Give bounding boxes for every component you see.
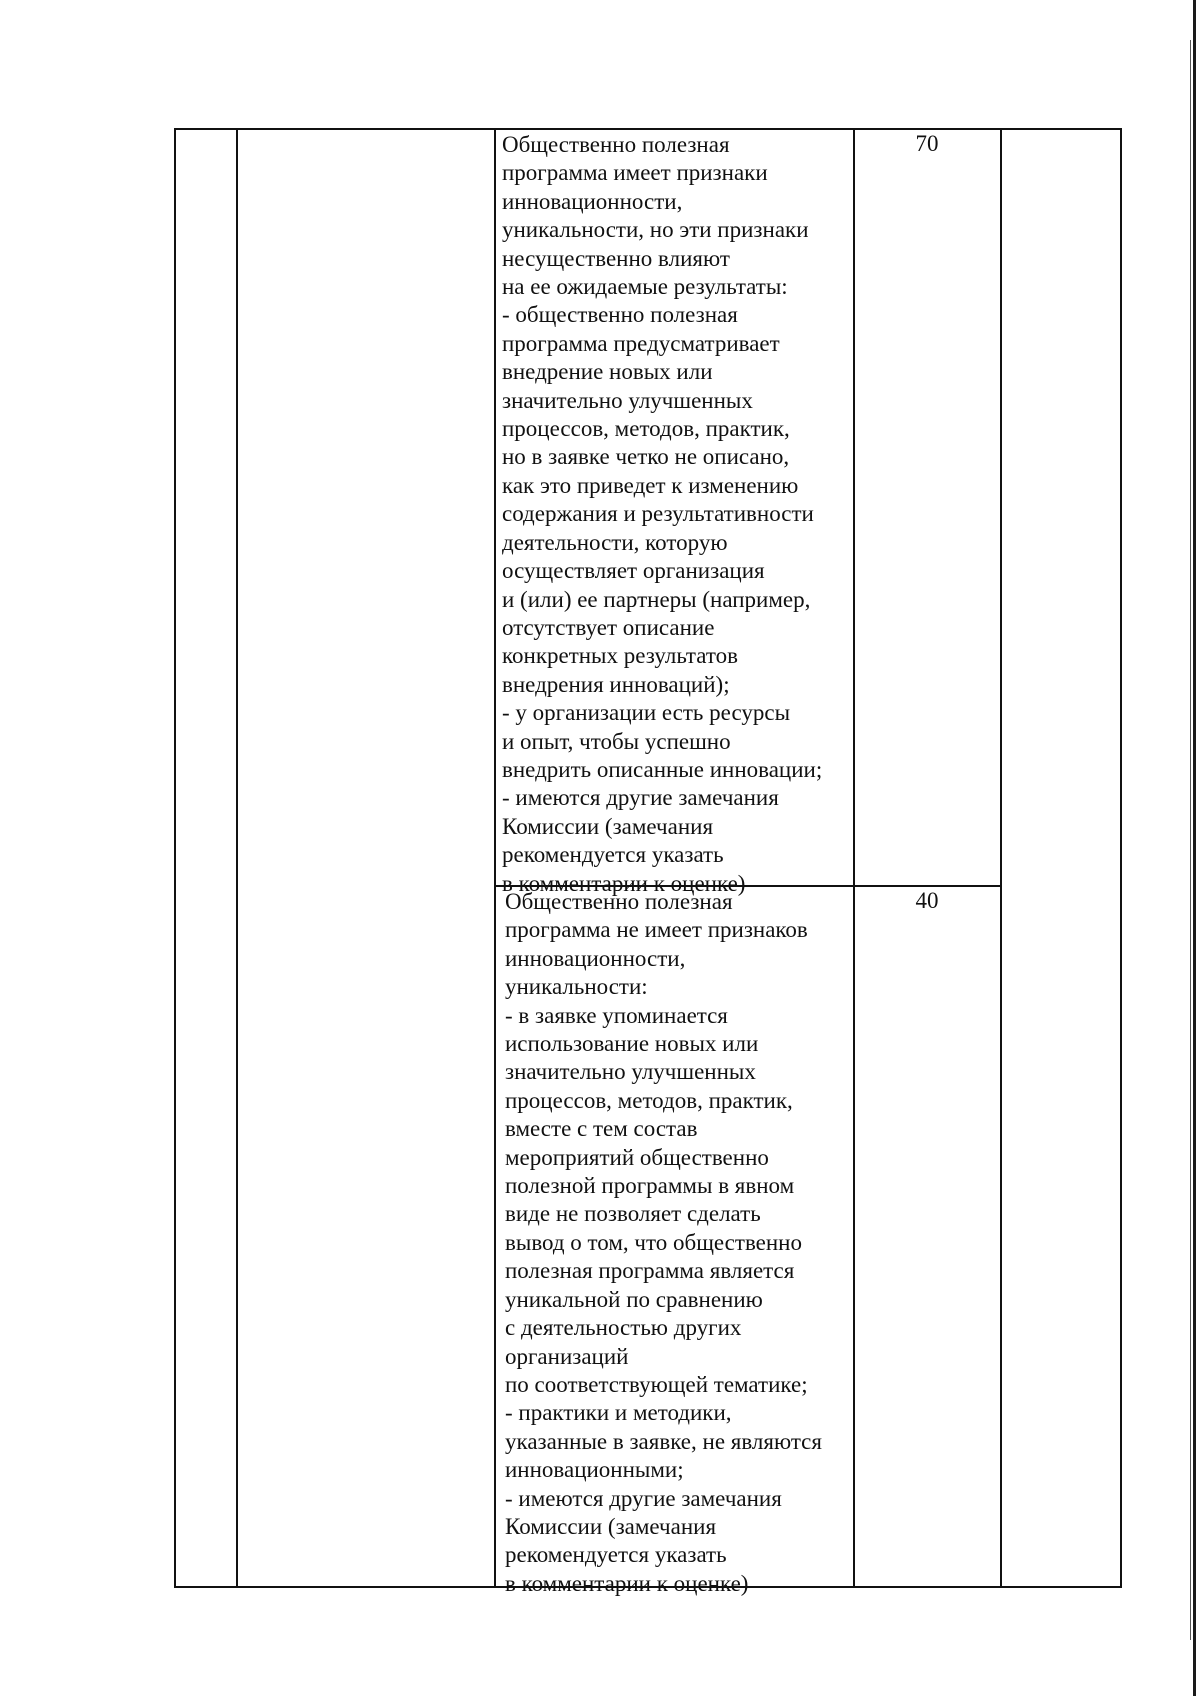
criterion-text-line: с деятельностью других	[505, 1315, 742, 1341]
criterion-text-line: осуществляет организация	[502, 558, 765, 584]
criterion-text-line: Общественно полезная	[502, 132, 730, 157]
criterion-text-line: программа предусматривает	[502, 330, 780, 356]
criterion-text-line: инновационными;	[505, 1457, 684, 1483]
criterion-text-line: Общественно полезная	[505, 889, 733, 914]
criterion-text-line: рекомендуется указать	[502, 842, 724, 868]
criterion-text-line: - практики и методики,	[505, 1400, 732, 1426]
criterion-text-line: на ее ожидаемые результаты:	[502, 274, 788, 300]
criterion-cell	[502, 131, 822, 898]
criterion-text-line: уникальности, но эти признаки	[502, 217, 809, 243]
score-cell: 40	[915, 888, 939, 913]
column-divider-4	[1000, 128, 1002, 1588]
criterion-text-line: Комиссии (замечания	[502, 813, 714, 839]
criterion-text-line: значительно улучшенных	[502, 387, 753, 413]
criterion-text-line: вместе с тем состав	[505, 1116, 698, 1142]
criterion-text-line: инновационности,	[502, 188, 683, 214]
criterion-text-line: значительно улучшенных	[505, 1059, 756, 1085]
criterion-text-line: виде не позволяет сделать	[505, 1201, 761, 1227]
criterion-text-line: внедрить описанные инновации;	[502, 756, 823, 782]
column-divider-2	[494, 128, 496, 1588]
column-divider-3	[853, 128, 855, 1588]
criterion-text-line: и (или) ее партнеры (например,	[502, 586, 811, 612]
criterion-text-line: несущественно влияют	[502, 245, 730, 271]
table-top-border	[174, 128, 1122, 130]
criterion-text-line: - общественно полезная	[502, 302, 738, 328]
criterion-text-line: вывод о том, что общественно	[505, 1229, 802, 1255]
criterion-text-line: инновационности,	[505, 945, 686, 971]
criterion-text-line: внедрения инноваций);	[502, 671, 730, 697]
criterion-text-line: указанные в заявке, не являются	[505, 1428, 822, 1454]
criterion-text-line: процессов, методов, практик,	[502, 416, 790, 442]
criterion-text-line: рекомендуется указать	[505, 1542, 727, 1568]
criterion-text-line: мероприятий общественно	[505, 1144, 769, 1170]
table-right-border	[1120, 128, 1122, 1588]
criterion-text-line: в комментарии к оценке)	[502, 870, 746, 896]
criterion-text-line: программа имеет признаки	[502, 160, 768, 186]
scan-edge-line-thin	[1190, 40, 1191, 1640]
criterion-text-line: как это приведет к изменению	[502, 472, 799, 498]
column-divider-1	[236, 128, 238, 1588]
criterion-text-line: по соответствующей тематике;	[505, 1371, 808, 1397]
criterion-text-line: отсутствует описание	[502, 614, 715, 640]
table-left-border	[174, 128, 176, 1588]
criterion-text-line: полезной программы в явном	[505, 1173, 795, 1199]
criterion-text-line: - в заявке упоминается	[505, 1002, 728, 1028]
criterion-text-line: процессов, методов, практик,	[505, 1087, 793, 1113]
scan-edge-line	[1193, 0, 1196, 1696]
criterion-cell	[505, 888, 822, 1598]
criterion-text-line: конкретных результатов	[502, 643, 738, 669]
criterion-text-line: организаций	[505, 1343, 629, 1369]
criterion-text-line: Комиссии (замечания	[505, 1513, 717, 1539]
criterion-text-line: но в заявке четко не описано,	[502, 444, 790, 470]
criterion-text-line: использование новых или	[505, 1031, 759, 1057]
criterion-text-line: содержания и результативности	[502, 501, 814, 527]
criterion-text-line: внедрение новых или	[502, 359, 713, 385]
criterion-text-line: - у организации есть ресурсы	[502, 700, 791, 726]
criterion-text-line: и опыт, чтобы успешно	[502, 728, 731, 754]
criterion-text-line: уникальности:	[505, 974, 648, 1000]
criterion-text-line: программа не имеет признаков	[505, 917, 808, 943]
criterion-text-line: - имеются другие замечания	[505, 1485, 782, 1511]
score-cell: 70	[915, 131, 939, 156]
criterion-text-line: полезная программа является	[505, 1258, 795, 1284]
criterion-text-line: в комментарии к оценке)	[505, 1570, 749, 1596]
criterion-text-line: деятельности, которую	[502, 529, 728, 555]
criterion-text-line: уникальной по сравнению	[505, 1286, 763, 1312]
criterion-text-line: - имеются другие замечания	[502, 785, 779, 811]
